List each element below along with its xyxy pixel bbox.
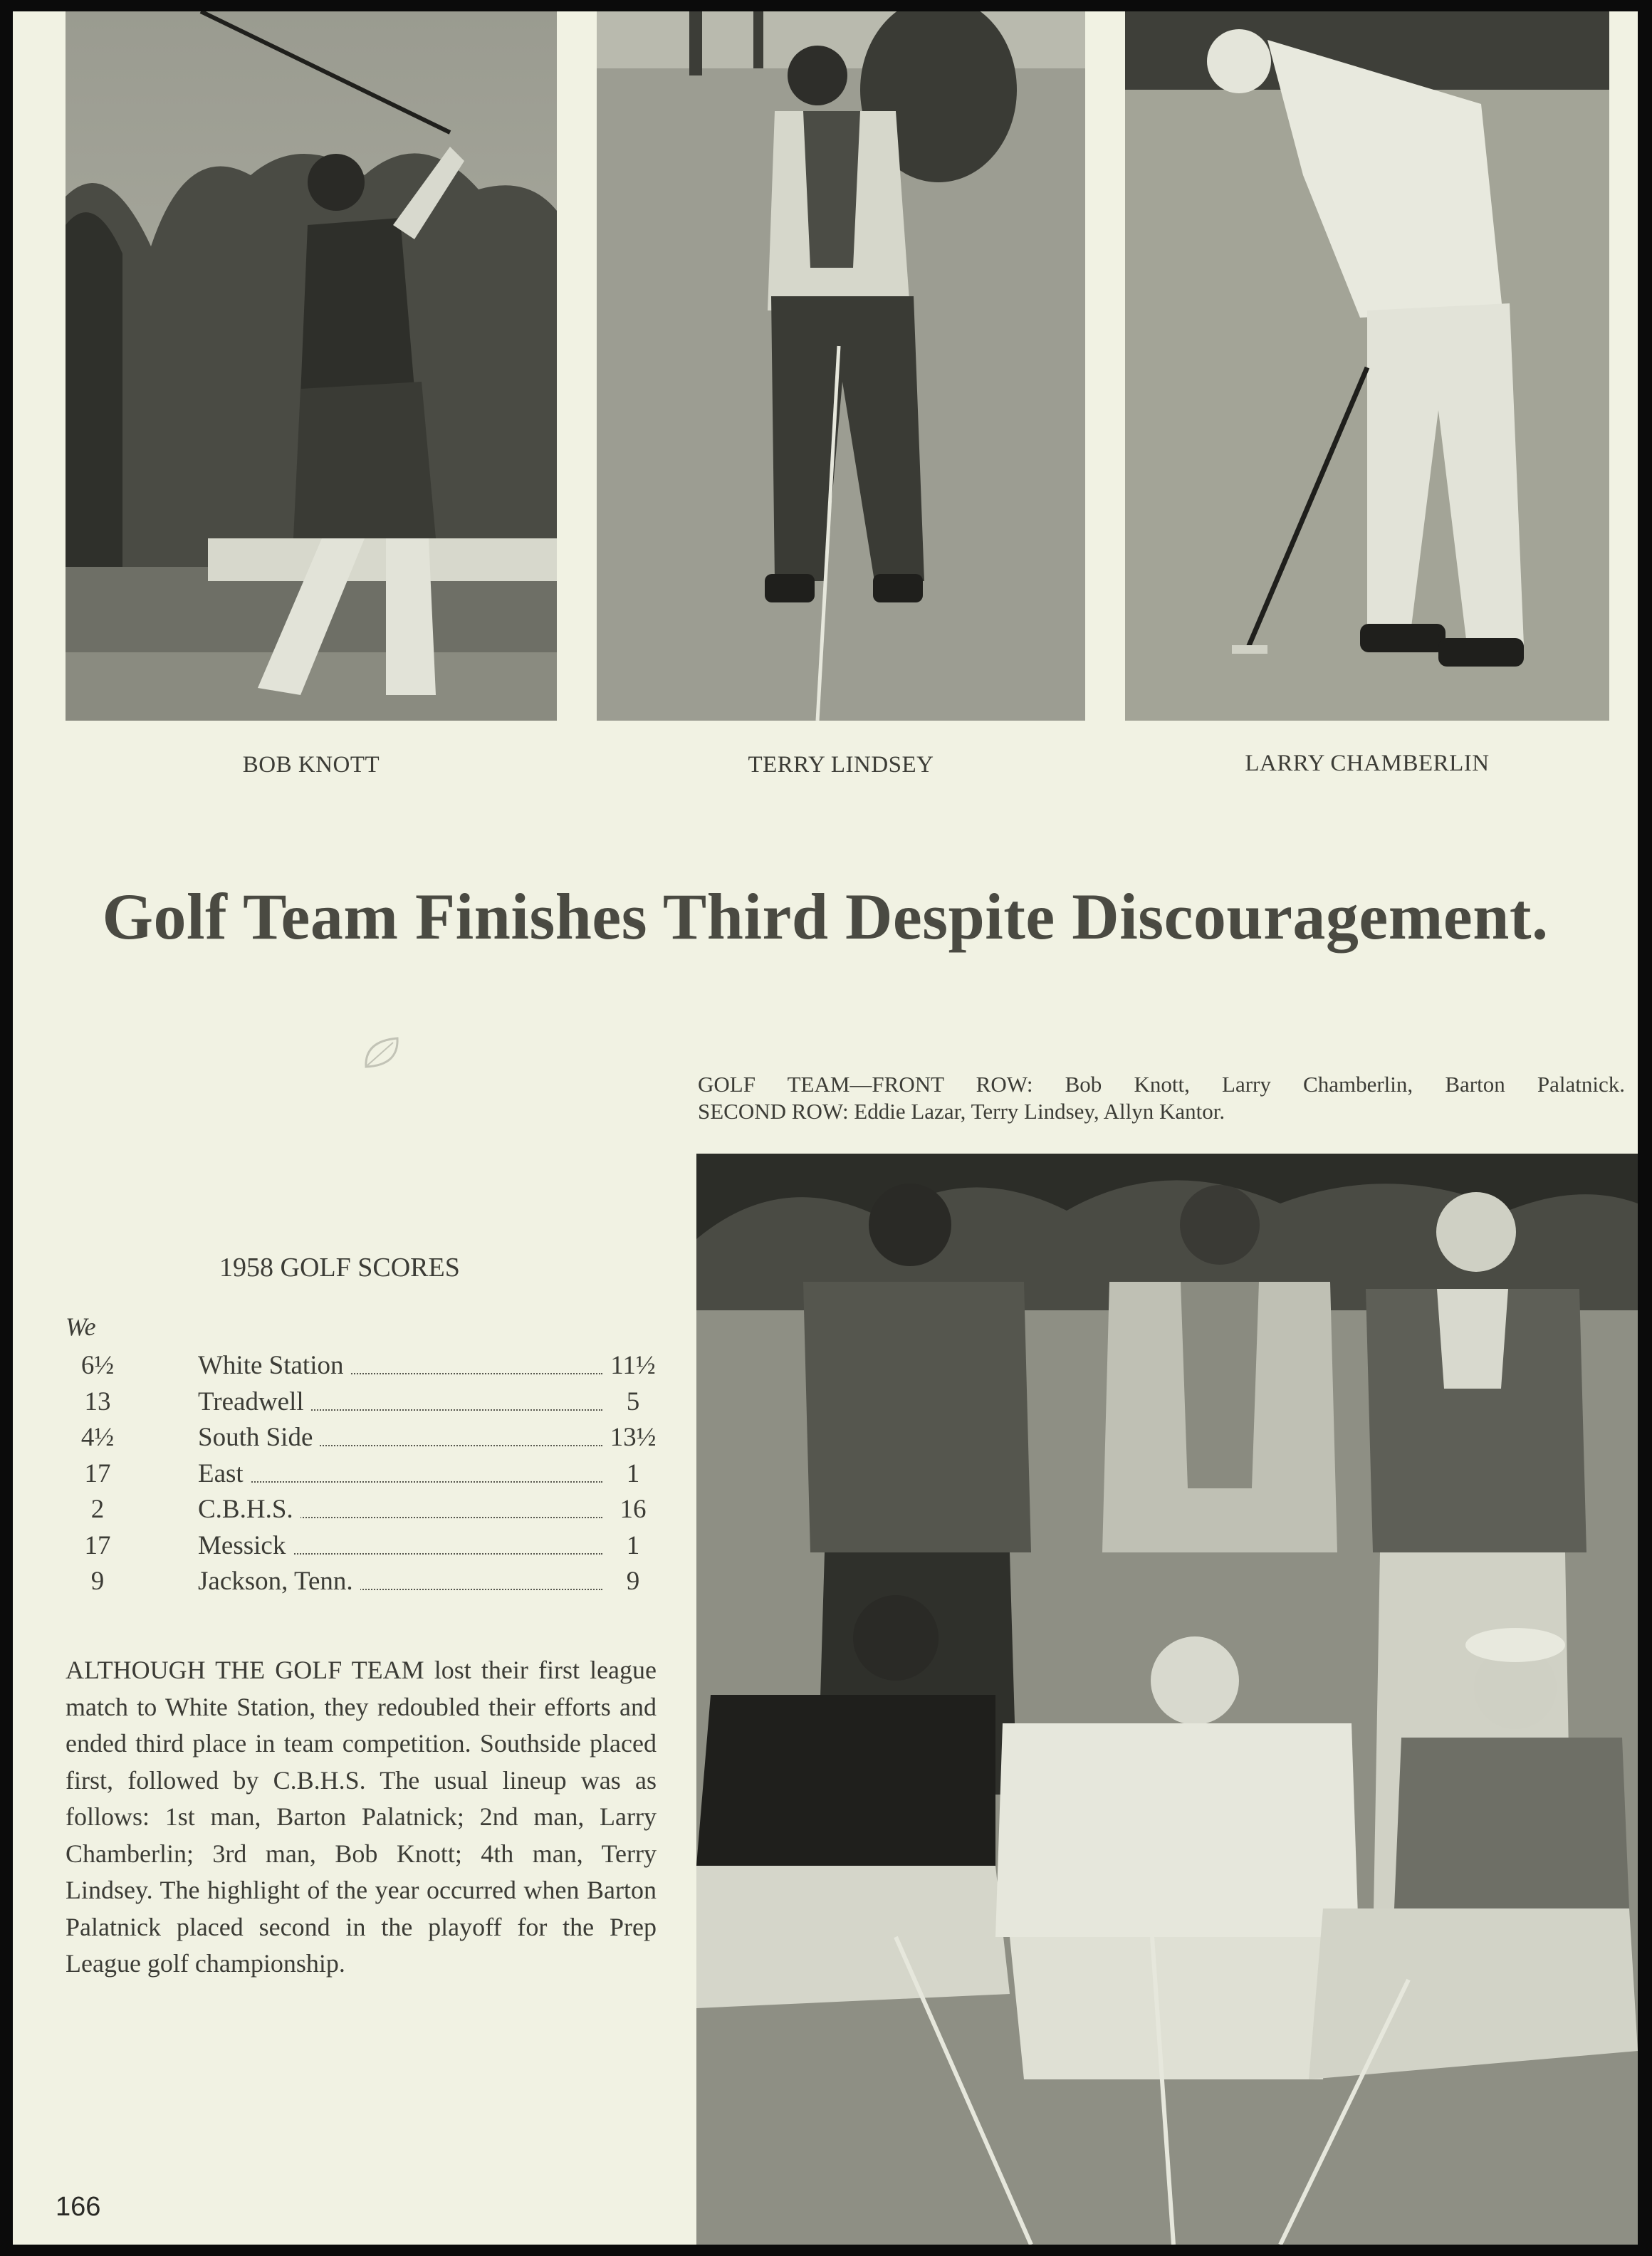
opponent-score: 9 bbox=[626, 1567, 640, 1596]
opponent-name: C.B.H.S. bbox=[198, 1494, 300, 1525]
score-row bbox=[66, 1458, 664, 1493]
opponent-name: Jackson, Tenn. bbox=[198, 1566, 360, 1597]
photo-caption-larry-chamberlin: LARRY CHAMBERLIN bbox=[1245, 751, 1490, 776]
we-score: 17 bbox=[84, 1530, 111, 1560]
terry-lindsey-photo bbox=[597, 11, 1085, 721]
opponent-name: South Side bbox=[198, 1422, 320, 1453]
we-score: 2 bbox=[90, 1495, 105, 1524]
larry-chamberlin-photo bbox=[1125, 11, 1609, 721]
score-row bbox=[66, 1422, 664, 1456]
opponent-score: 11½ bbox=[610, 1351, 656, 1380]
page-number: 166 bbox=[56, 2192, 101, 2222]
opponent-score: 5 bbox=[626, 1386, 640, 1416]
opponent-score: 1 bbox=[626, 1530, 640, 1560]
opponent-score: 13½ bbox=[610, 1423, 657, 1452]
we-score: 17 bbox=[84, 1458, 111, 1488]
we-score: 9 bbox=[90, 1567, 105, 1596]
we-column-label: We bbox=[66, 1312, 96, 1341]
score-row bbox=[66, 1350, 664, 1384]
opponent-score: 1 bbox=[626, 1458, 640, 1488]
story-text bbox=[66, 1652, 657, 1983]
opponent-name: East bbox=[198, 1458, 251, 1489]
score-row bbox=[66, 1530, 664, 1565]
score-row bbox=[66, 1566, 664, 1600]
team-caption-front-row: GOLF TEAM—FRONT ROW: Bob Knott, Larry Chamberlin, Barton Palatnick. bbox=[698, 1072, 1625, 1097]
we-score: 6½ bbox=[80, 1351, 115, 1380]
opponent-score: 16 bbox=[620, 1495, 647, 1524]
page-title: Golf Team Finishes Third Despite Discouragement. bbox=[102, 880, 1549, 953]
team-photo-caption bbox=[698, 1071, 1625, 1125]
we-score: 4½ bbox=[80, 1423, 115, 1452]
yearbook-page bbox=[13, 11, 1638, 2245]
photo-caption-terry-lindsey: TERRY LINDSEY bbox=[748, 752, 934, 778]
we-score: 13 bbox=[84, 1386, 111, 1416]
story-paragraph: ALTHOUGH THE GOLF TEAM lost their first league match to White Station, they redoubled their efforts and ended third place in team competition. Southside placed first, followed by C.B.H.S. The usual lineup was as follows: 1st man, Barton Palatnick; 2nd man, Larry Chamberlin; 3rd man, Bob Knott; 4th man, Terry Lindsey. The highlight of the year occurred when Barton Palatnick placed second in the playoff for the Prep League golf championship. bbox=[66, 1656, 657, 1978]
photo-caption-bob-knott: BOB KNOTT bbox=[242, 752, 380, 778]
golf-team-photo bbox=[696, 1154, 1638, 2245]
opponent-name: Messick bbox=[198, 1530, 293, 1561]
opponent-name: Treadwell bbox=[198, 1386, 311, 1417]
score-row bbox=[66, 1494, 664, 1528]
team-caption-second-row: SECOND ROW: Eddie Lazar, Terry Lindsey, Allyn Kantor. bbox=[698, 1099, 1225, 1124]
score-row bbox=[66, 1386, 664, 1421]
dot-leader bbox=[198, 1481, 602, 1483]
opponent-name: White Station bbox=[198, 1350, 351, 1381]
leaf-watermark-icon bbox=[359, 1031, 404, 1077]
bob-knott-photo bbox=[66, 11, 557, 721]
scores-title: 1958 GOLF SCORES bbox=[219, 1253, 460, 1283]
